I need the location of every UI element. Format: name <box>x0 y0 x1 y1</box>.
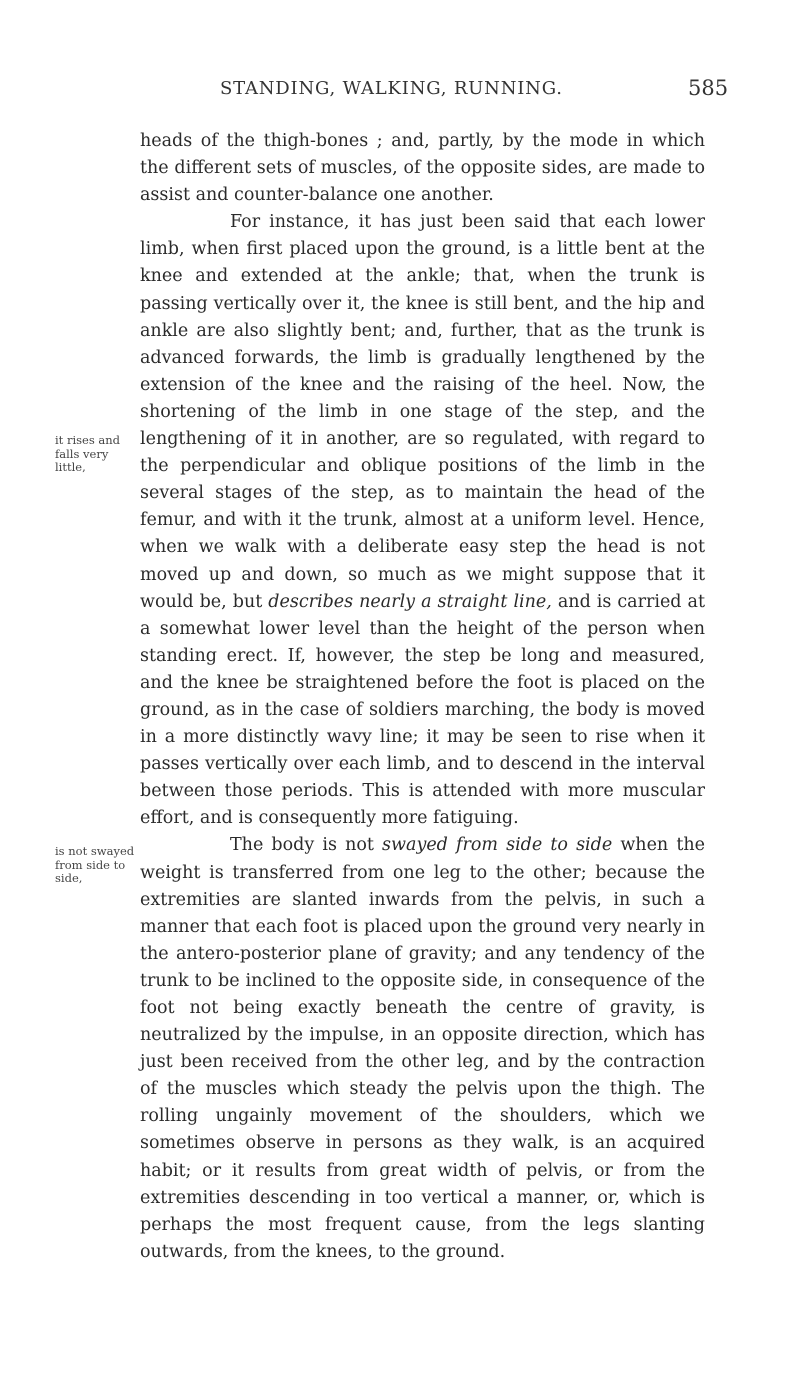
paragraph-2-text-a: For instance, it has just been said that each lower limb, when first placed upon the ground, is a little bent at the knee and extended at the ankle; that, when the trunk is passing vertically over it, the knee is still bent, and the hip and ankle are also slightly bent; and, further, that as the trunk is advanced forwards, the limb is gradually lengthened by the extension of the knee and the raising of the heel. Now, the shortening of the limb in one stage of the step, and the lengthening of it in another, are so regulated, with regard to the perpendicular and oblique positions of the limb in the several stages of the step, as to maintain the head of the femur, and with it the trunk, almost at a uniform level. Hence, when we walk with a deliberate easy step the head is not moved up and down, so much as we might suppose that it would be, but <box>140 212 705 612</box>
paragraph-2-emphasis: describes nearly a straight line, <box>268 591 552 612</box>
margin-note-not-swayed: is not swayed from side to side, <box>55 844 135 885</box>
paragraph-2-text-b: and is carried at a somewhat lower level than the height of the person when standing erect. If, however, the step be long and measured, and the knee be straightened before the foot is placed on the ground, as in the case of soldiers marching, the body is moved in a more distinctly wavy line; it may be seen to rise when it passes vertically over each limb, and to descend in the interval between those periods. This is attended with more muscular effort, and is consequently more fatiguing. <box>140 591 705 829</box>
page-number: 585 <box>688 76 729 100</box>
paragraph-3-text-a: The body is not <box>230 835 383 856</box>
margin-note-rises-falls: it rises and falls very little, <box>55 433 121 474</box>
running-head: STANDING, WALKING, RUNNING. <box>220 78 563 99</box>
paragraph-3-emphasis: swayed from side to side <box>382 835 613 856</box>
page-header <box>0 78 800 108</box>
paragraph-1: heads of the thigh-bones ; and, partly, by the mode in which the different sets of muscles, of the opposite sides, are made to assist and counter-balance one another. <box>140 131 705 206</box>
paragraph-3-text-b: when the weight is transferred from one leg to the other; because the extremities are slanted inwards from the pelvis, in such a manner that each foot is placed upon the ground very nearly in the antero-posterior plane of gravity; and any tendency of the trunk to be inclined to the opposite side, in consequence of the foot not being exactly beneath the centre of gravity, is neutralized by the impulse, in an opposite direction, which has just been received from the other leg, and by the contraction of the muscles which steady the pelvis upon the thigh. The rolling ungainly movement of the shoulders, which we sometimes observe in persons as they walk, is an acquired habit; or it results from great width of pelvis, or from the extremities descending in too vertical a manner, or, which is perhaps the most frequent cause, from the legs slanting outwards, from the knees, to the ground. <box>140 835 705 1262</box>
paragraph-2 <box>140 209 705 832</box>
body-text <box>140 128 705 1266</box>
paragraph-3 <box>140 832 705 1266</box>
